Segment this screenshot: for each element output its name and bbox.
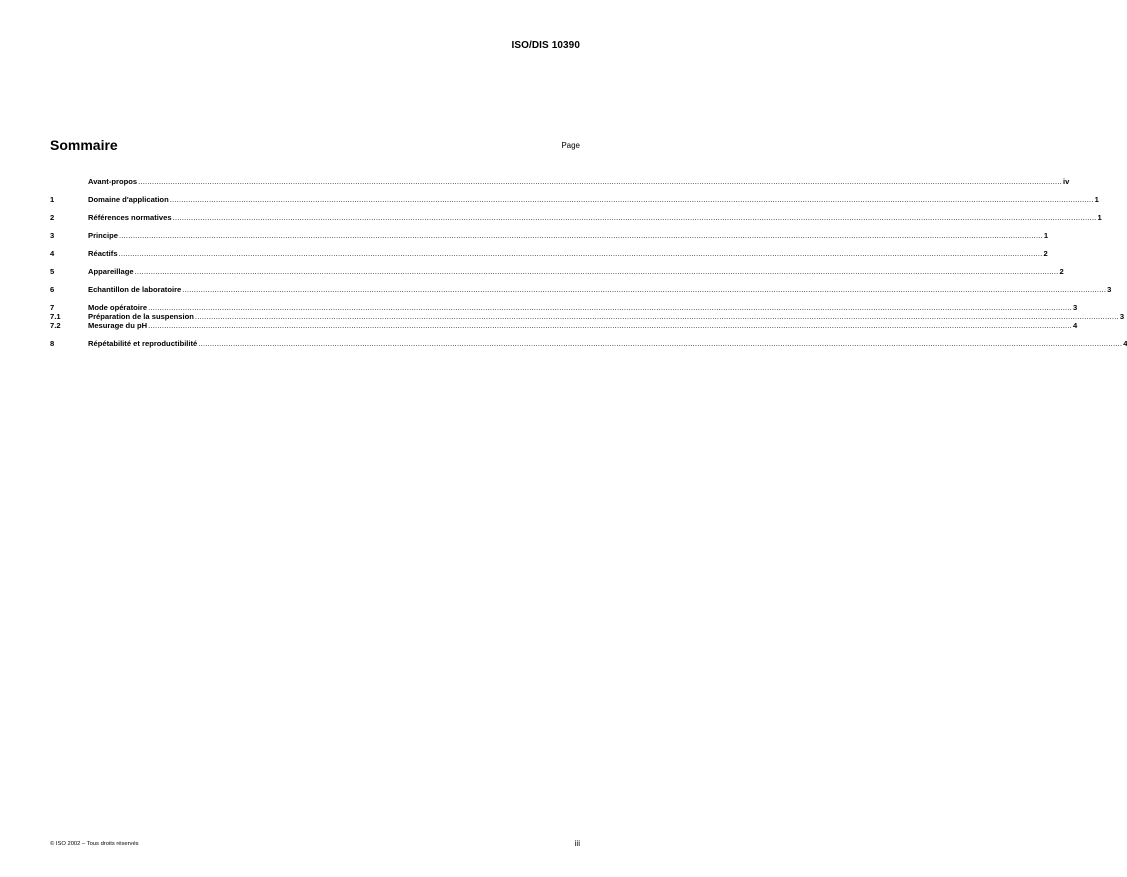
toc-entry-8[interactable] [50, 339, 1127, 348]
dot-leader: ................................................................................................................................................................................................................................................................................................................................................................................................................ [194, 312, 1119, 321]
toc-entry-2[interactable] [50, 213, 1102, 222]
toc-entry-page: 4 [1123, 339, 1127, 348]
dot-leader: ................................................................................................................................................................................................................................................................................................................................................................................................................ [118, 249, 1043, 258]
toc-page-column-label: Page [561, 141, 580, 150]
toc-entry-number: 3 [50, 231, 55, 240]
toc-entry-number: 6 [50, 285, 55, 294]
toc-entry-label: Avant-propos [88, 177, 138, 186]
toc-entry-label: Mode opératoire [88, 303, 148, 312]
toc-entry-page: 3 [1073, 303, 1078, 312]
toc-entry-7-1[interactable] [50, 312, 1125, 321]
toc-entry-page: 1 [1097, 213, 1102, 222]
toc-entry-number: 5 [50, 267, 55, 276]
footer-copyright: © ISO 2002 – Tous droits réservés [50, 841, 139, 847]
dot-leader: ................................................................................................................................................................................................................................................................................................................................................................................................................ [172, 213, 1097, 222]
toc-entry-page: 1 [1043, 231, 1049, 240]
dot-leader: ................................................................................................................................................................................................................................................................................................................................................................................................................ [138, 177, 1062, 186]
toc-entry-number: 8 [50, 339, 55, 348]
toc-entry-label: Répétabilité et reproductibilité [88, 339, 198, 348]
toc-entry-label: Echantillon de laboratoire [88, 285, 182, 294]
toc-entry-number: 1 [50, 195, 55, 204]
toc-entry-label: Appareillage [88, 267, 134, 276]
toc-entry-page: 2 [1059, 267, 1064, 276]
dot-leader: ................................................................................................................................................................................................................................................................................................................................................................................................................ [148, 303, 1072, 312]
toc-entry-number: 7.1 [50, 312, 61, 321]
toc-entry-6[interactable] [50, 285, 1112, 294]
toc-entry-5[interactable] [50, 267, 1064, 276]
toc-entry-number: 2 [50, 213, 55, 222]
toc-entry-page: 3 [1119, 312, 1125, 321]
toc-entry-number: 4 [50, 249, 55, 258]
toc-entry-number: 7 [50, 303, 55, 312]
toc-entry-label: Domaine d'application [88, 195, 169, 204]
dot-leader: ................................................................................................................................................................................................................................................................................................................................................................................................................ [118, 231, 1043, 240]
toc-entry-avant-propos[interactable] [50, 177, 1070, 186]
toc-title: Sommaire [50, 137, 118, 153]
dot-leader: ................................................................................................................................................................................................................................................................................................................................................................................................................ [148, 321, 1072, 330]
toc-entry-7-2[interactable] [50, 321, 1078, 330]
toc-entry-3[interactable] [50, 231, 1049, 240]
toc-entry-label: Préparation de la suspension [88, 312, 194, 321]
toc-entry-label: Mesurage du pH [88, 321, 148, 330]
toc-entry-4[interactable] [50, 249, 1048, 258]
toc-entry-number: 7.2 [50, 321, 61, 330]
toc-entry-label: Principe [88, 231, 118, 240]
dot-leader: ................................................................................................................................................................................................................................................................................................................................................................................................................ [169, 195, 1094, 204]
table-of-contents [50, 177, 1127, 348]
toc-entry-1[interactable] [50, 195, 1099, 204]
toc-entry-label: Réactifs [88, 249, 118, 258]
toc-entry-page: 4 [1073, 321, 1078, 330]
dot-leader: ................................................................................................................................................................................................................................................................................................................................................................................................................ [134, 267, 1059, 276]
footer-page-number: iii [574, 839, 580, 848]
dot-leader: ................................................................................................................................................................................................................................................................................................................................................................................................................ [198, 339, 1123, 348]
document-id: ISO/DIS 10390 [511, 40, 580, 51]
toc-entry-7[interactable] [50, 303, 1078, 312]
toc-entry-label: Références normatives [88, 213, 172, 222]
toc-entry-page: iv [1063, 177, 1070, 186]
toc-entry-page: 1 [1094, 195, 1099, 204]
toc-entry-page: 3 [1107, 285, 1112, 294]
dot-leader: ................................................................................................................................................................................................................................................................................................................................................................................................................ [182, 285, 1107, 294]
toc-entry-page: 2 [1043, 249, 1048, 258]
toc-heading-row [50, 137, 580, 155]
